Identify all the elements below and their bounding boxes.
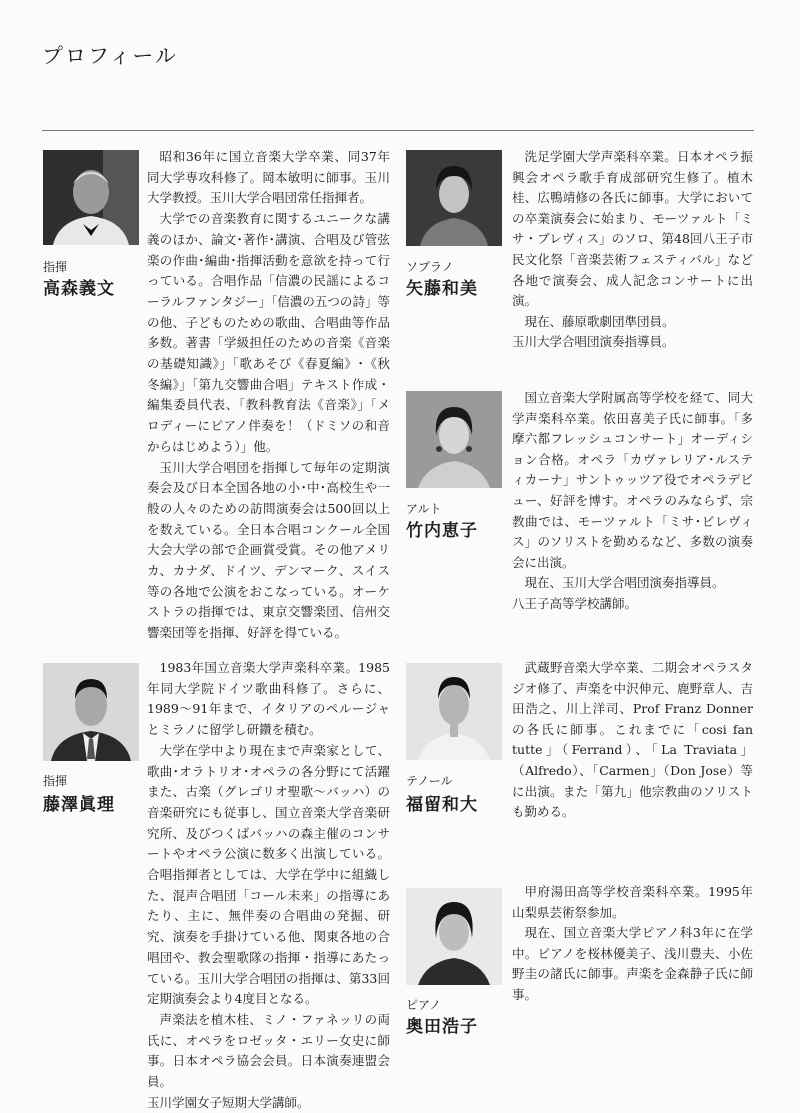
profile-name: 奥田浩子 xyxy=(406,1017,478,1037)
page-title: プロフィール xyxy=(42,44,178,68)
divider xyxy=(42,130,754,131)
profile-name: 福留和大 xyxy=(406,795,478,815)
profile-bio: 武蔵野音楽大学卒業、二期会オペラスタジオ修了、声楽を中沢伸元、鹿野章人、吉田浩之、川上洋司、Prof Franz Donnerの各氏に師事。これまでに「cosi fan tutte」（Ferrand）、「La Traviata」（Alfredo）、「Carmen」（Don Jose）等に出演。また「第九」他宗教曲のソリストも勤める。 xyxy=(512,660,753,820)
portrait-photo xyxy=(406,888,502,985)
portrait-photo xyxy=(406,391,502,488)
profile-bio: 洗足学園大学声楽科卒業。日本オペラ振興会オペラ歌手育成部研究生修了。植木桂、広鴨靖修の各氏に師事。大学においての卒業演奏会に始まり、モーツァルト「ミサ・ブレヴィス」のソロ、第48回八王子市民文化祭「音楽芸術フェスティバル」など各地で演奏会、成人記念コンサートに出演。 現在、藤原歌劇団準団員。 玉川大学合唱団演奏指導員。 xyxy=(512,149,753,350)
profile-bio: 甲府湯田高等学校音楽科卒業。1995年山梨県芸術祭参加。 現在、国立音楽大学ピアノ科3年に在学中。ピアノを桜林優美子、浅川豊夫、小佐野圭の諸氏に師事。声楽を金森静子氏に師事。 xyxy=(512,884,753,1002)
profile-bio: 昭和36年に国立音楽大学卒業、同37年同大学専攻科修了。岡本敏明に師事。玉川大学教授。玉川大学合唱団常任指揮者。 大学での音楽教育に関するユニークな講義のほか、論文･著作･講演、合唱及び管弦楽の作曲･編曲･指揮活動を意欲を持って行っている。合唱作品「信濃の民謡によるコーラルファンタジー」「信濃の五つの詩」等の他、子どものための歌曲、合唱曲等作品多数。著書「学級担任のための音楽《音楽の基礎知識》」「歌あそび《春夏編》･《秋冬編》」「第九交響曲合唱」テキスト作成・編集委員代表、「教科教育法《音楽》」「メロディーにピアノ伴奏を！（ドミソの和音からはじめよう）」他。 玉川大学合唱団を指揮して毎年の定期演奏会及び日本全国各地の小･中･高校生や一般の人々のための訪問演奏会は500回以上を数えている。全日本合唱コンクール全国大会大学の部で企画賞受賞。その他アメリカ、カナダ、ドイツ、デンマーク、スイス等の各地で公演をおこなっている。オーケストラの指揮では、東京交響楽団、信州交響楽団等を指揮、好評を得ている。 xyxy=(147,149,390,641)
profile-name: 藤澤眞理 xyxy=(43,795,115,815)
profile-bio: 国立音楽大学附属高等学校を経て、同大学声楽科卒業。依田喜美子氏に師事。「多摩六都フレッシュコンサート」オーディション合格。オペラ「カヴァレリア･ルスティカーナ」サントゥッツア役でオペラデビュー、好評を博す。オペラのみならず、宗教曲では、モーツァルト「ミサ･ビレヴィス」のソリストを勤めるなど、多数の演奏会に出演。 現在、玉川大学合唱団演奏指導員。 八王子高等学校講師。 xyxy=(512,390,753,611)
profile-role: ソプラノ xyxy=(406,260,454,274)
profile-name: 矢藤和美 xyxy=(406,279,478,299)
profile-role: アルト xyxy=(406,502,442,516)
profile-name: 竹内恵子 xyxy=(406,521,478,541)
portrait-photo xyxy=(43,663,139,761)
profile-role: 指揮 xyxy=(43,260,68,274)
profile-bio: 1983年国立音楽大学声楽科卒業。1985年同大学院ドイツ歌曲科修了。さらに、1989～91年まで、イタリアのペルージャとミラノに留学し研鑽を積む。 大学在学中より現在まで声楽家として、歌曲･オラトリオ･オペラの各分野にて活躍また、古楽（グレゴリオ聖歌～バッハ）の音楽研究にも従事し、国立音楽大学音楽研究所、及びつくばバッハの森主催のコンサートやオペラ公演に数多く出演している。合唱指揮者としては、大学在学中に組織した、混声合唱団「コール未来」の指導にあたり、主に、無伴奏の合唱曲の発掘、研究、演奏を手掛けている他、関東各地の合唱団や、教会聖歌隊の指揮・指導にあたっている。玉川大学合唱団の指揮は、第33回定期演奏会より4度目となる。 声楽法を植木桂、ミノ・ファネッリの両氏に、オペラをロゼッタ・エリー女史に師事。日本オペラ協会会員。日本演奏連盟会員。 玉川学園女子短期大学講師。 xyxy=(147,660,390,1110)
profile-name: 高森義文 xyxy=(43,279,115,299)
portrait-photo xyxy=(406,663,502,760)
profile-role: 指揮 xyxy=(43,774,68,788)
profile-role: ピアノ xyxy=(406,998,442,1012)
portrait-photo xyxy=(43,150,139,245)
profile-role: テノール xyxy=(406,774,453,788)
portrait-photo xyxy=(406,150,502,246)
